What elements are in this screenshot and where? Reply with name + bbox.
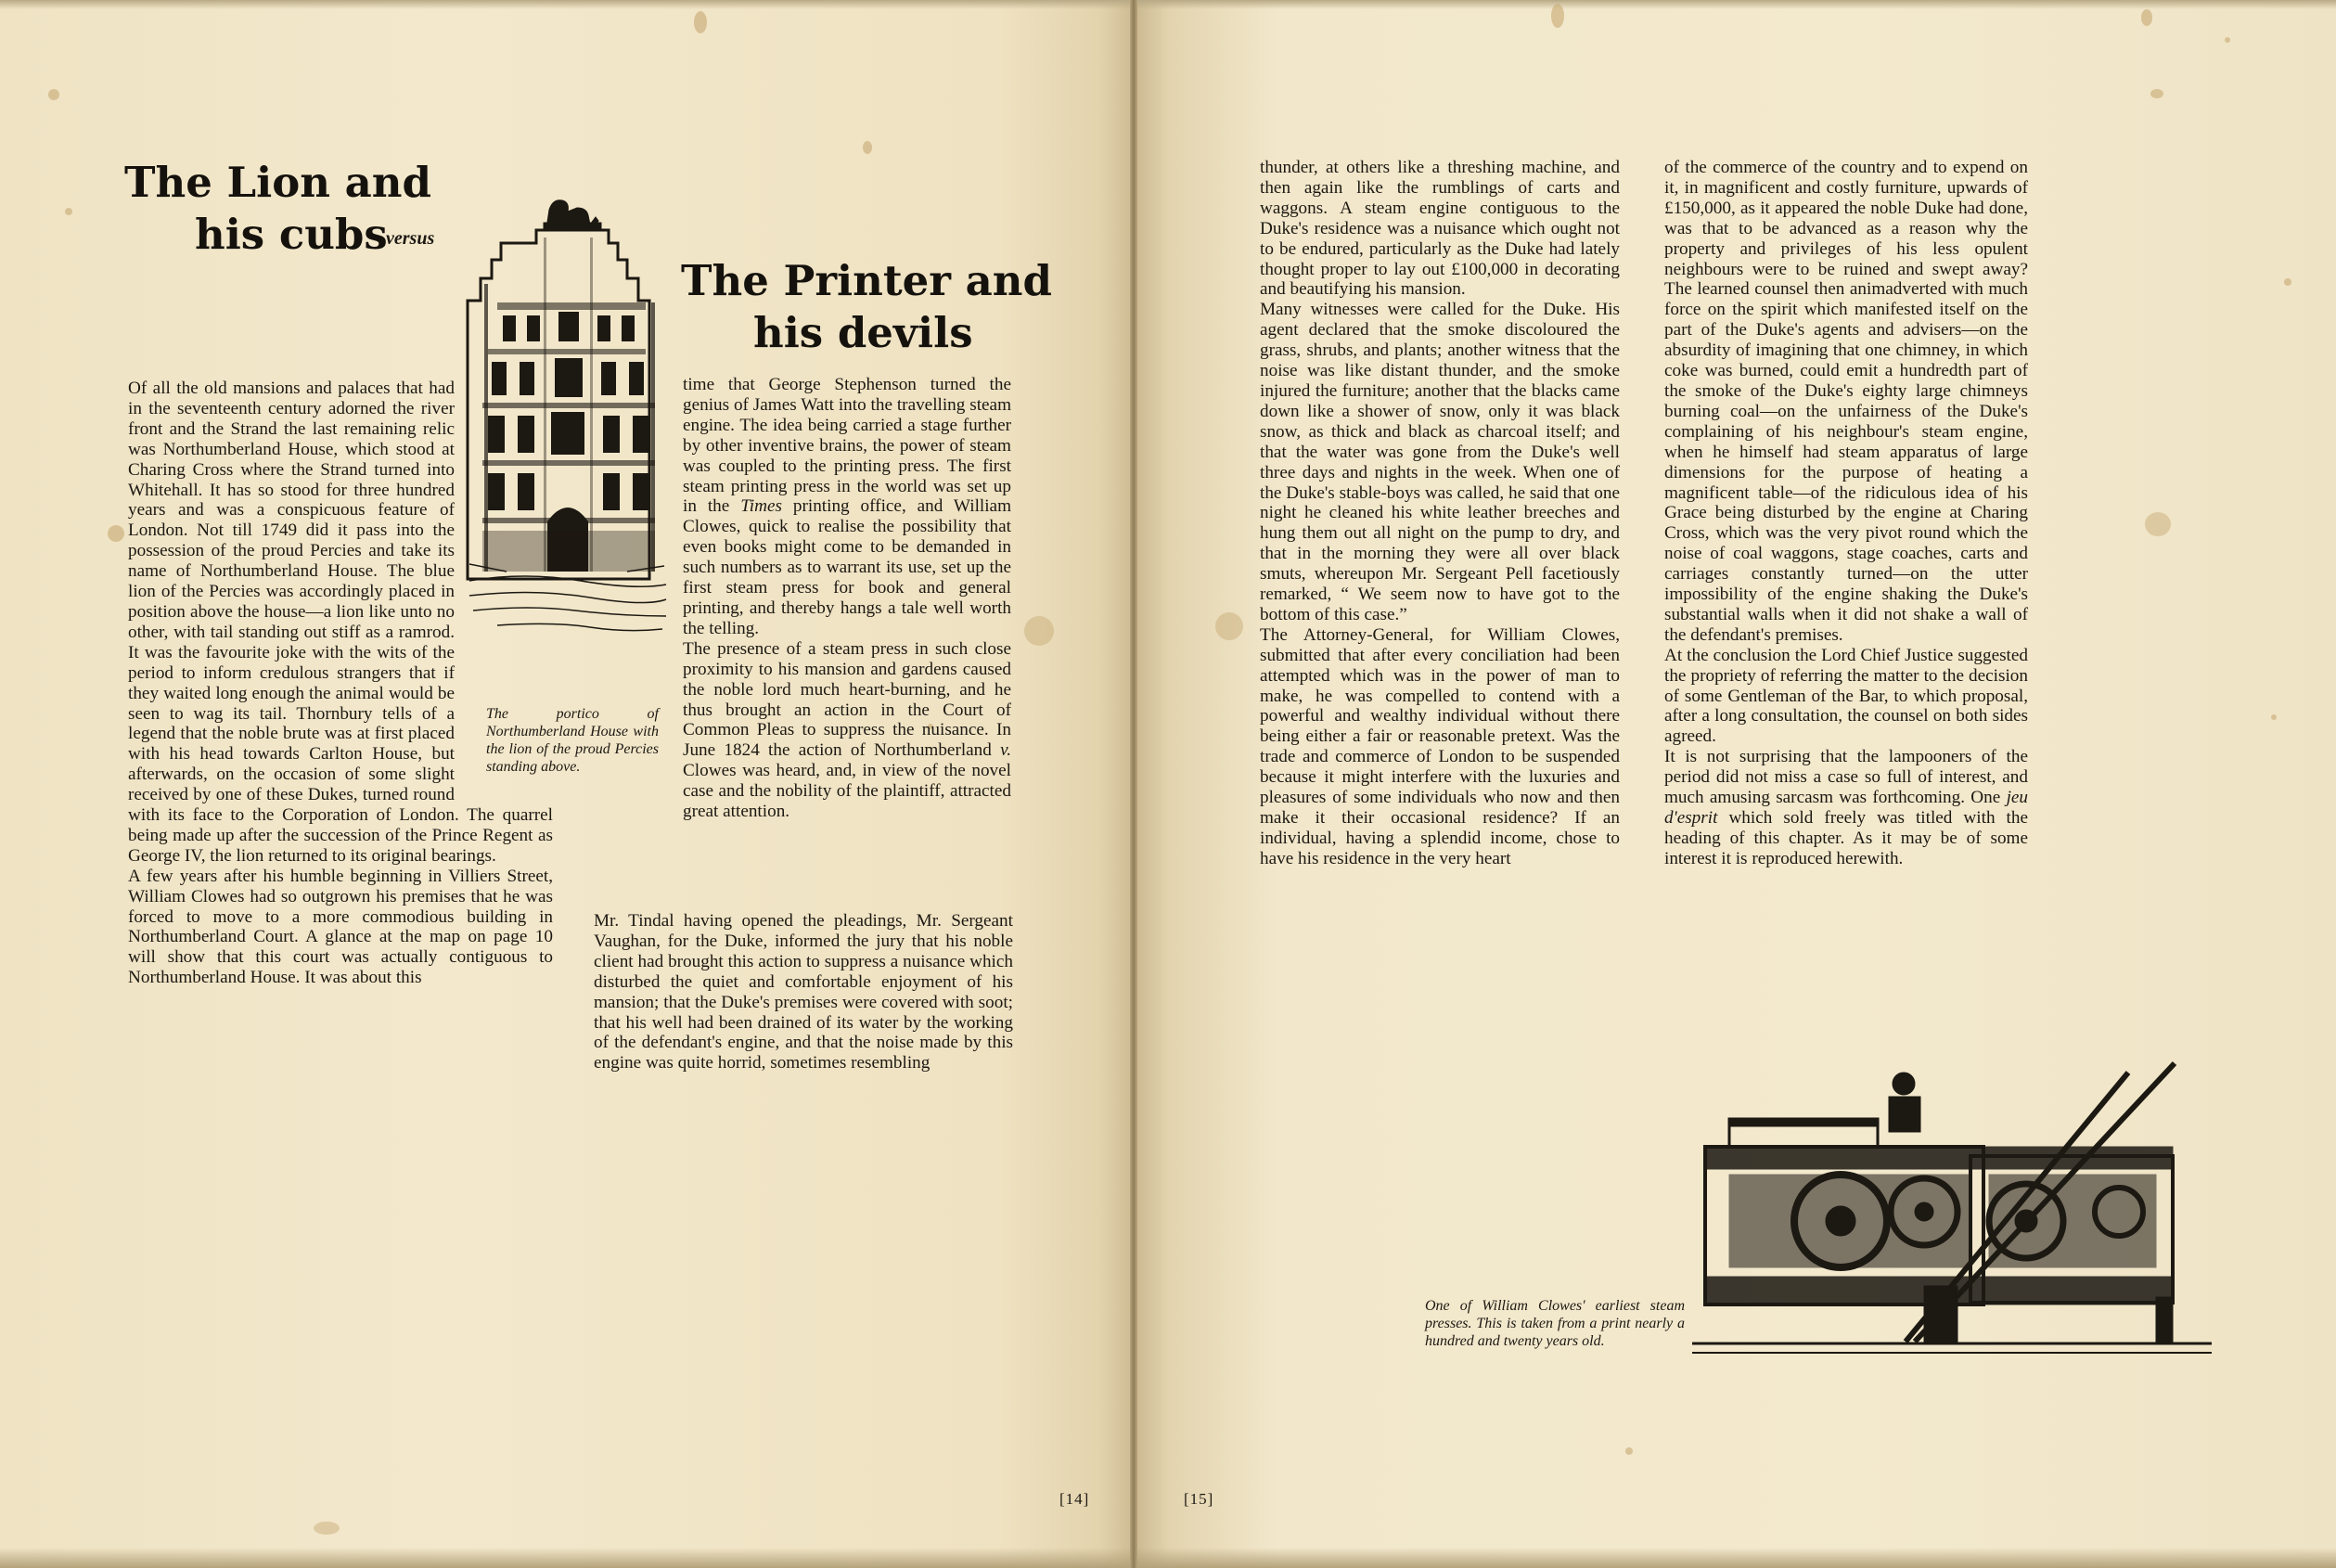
steam-press-illustration bbox=[1692, 1063, 2212, 1360]
gutter bbox=[1130, 0, 1137, 1568]
left-col2-text2: printing office, and William Clowes, quick to realise the possibility that even books might come to be demanded in such numbers as to warrant its use, set up the first steam press for book and general printing, and thereby hangs a tale well worth the telling. bbox=[683, 496, 1012, 638]
left-column-2-bottom bbox=[594, 789, 1013, 1104]
right-col1-para1: thunder, at others like a threshing machine, and then again like the rumblings of carts and waggons. A steam engine contiguous to the Duke's residence was a nuisance which ought not to be endured, particularly as the Duke had lately thought proper to lay out £100,000 in decorating and beautifying his mansion. bbox=[1260, 158, 1620, 300]
left-col1-para2: A few years after his humble beginning in Villiers Street, William Clowes had so outgrown his premises that he was forced to move to a more commodious building in Northumberland Court. A glance at the map on page 10 will show that this court was actually contiguous to Northumberland House. It was about this bbox=[128, 866, 553, 988]
left-col2-versus: v. bbox=[1000, 740, 1012, 761]
right-col2-text3: It is not surprising that the lampooners of the period did not miss a case so full of interest, and much amusing sarcasm was forthcoming. One bbox=[1664, 747, 2028, 808]
left-column-2-top bbox=[683, 375, 1012, 822]
title-versus: versus bbox=[386, 228, 435, 249]
folio-right: [15] bbox=[1184, 1490, 1214, 1508]
left-page bbox=[0, 0, 1134, 1568]
left-col2-text1: time that George Stephenson turned the genius of James Watt into the travelling steam engine. The idea being carried a stage further by other inventive brains, the power of steam was coupled to the printing press. The first steam printing press in the world was set up in the bbox=[683, 375, 1011, 517]
title-printer-line1: The Printer and bbox=[681, 256, 1052, 305]
right-col1-para2: Many witnesses were called for the Duke. His agent declared that the smoke discoloured the grass, shrubs, and plants; another witness that the noise was like distant thunder, and the smoke injured the furniture; another that the blacks came down like a shower of snow, only it was black snow, as thick and black as charcoal itself; and that the water was gone from the Duke's well three days and nights in the week. When one of the Duke's stable-boys was called, he said that one night he cleaned his white leather breeches and hung them out all night on the pump to dry, and that in the morning they were all over black smuts, whereupon Mr. Sergeant Pell facetiously remarked, “ We seem now to have got to the bottom of this case.” bbox=[1260, 300, 1620, 624]
title-printer-line2: his devils bbox=[753, 308, 973, 357]
left-column-1-top bbox=[128, 379, 553, 988]
right-column-1 bbox=[1260, 158, 1620, 1015]
folio-left: [14] bbox=[1059, 1490, 1090, 1508]
right-col2-jeu: jeu d'esprit bbox=[1664, 788, 2029, 828]
left-col2-times: Times bbox=[740, 496, 782, 517]
title-lion-line1: The Lion and bbox=[124, 158, 431, 207]
right-col2-text4: which sold freely was titled with the heading of this chapter. As it may be of some interest it is reproduced herewith. bbox=[1664, 808, 2028, 868]
right-column-2 bbox=[1664, 158, 2028, 1015]
right-col2-para1: of the commerce of the country and to expend on it, in magnificent and costly furniture, upwards of £150,000, as it appeared the noble Duke had done, was that to be advanced as a reason why the property and privileges of his less opulent neighbours were to be ruined and swept away? The learned counsel then animadverted with much force on the spirit which manifested itself on the part of the Duke's agents and advisers—on the absurdity of imagining that one chimney, in which coke was burned, could emit a hundredth part of the smoke of the Duke's eighty large chimneys burning coal—on the unfairness of the Duke's complaining of his neighbour's steam engine, when he himself had steam apparatus of large dimensions for the purpose of heating a magnificent table—of the ridiculous idea of his Grace being disturbed by the engine at Charing Cross, which was the very pivot round which the noise of coal waggons, stage coaches, carts and carriages constantly turned—on the utter impossibility of the engine shaking the Duke's substantial walls when it did not shake a wall of the defendant's premises. bbox=[1664, 158, 2028, 645]
left-col2-text4: Clowes was heard, and, in view of the novel case and the nobility of the plaintiff, attracted great attention. bbox=[683, 761, 1011, 822]
right-col1-para3: The Attorney-General, for William Clowes, submitted that after every conciliation had been attempted which was in the power of man to make, he was compelled to contend with a powerful and wealthy individual without there being either a fair or reasonable pretext. Was the trade and commerce of London to be suspended because it might interfere with the luxuries and pleasures of some individuals who now and then make it their occasional residence? If an individual, having a splendid income, chose to have his residence in the very heart bbox=[1260, 624, 1620, 868]
right-page bbox=[1134, 0, 2336, 1568]
left-col2-para-last: Mr. Tindal having opened the pleadings, Mr. Sergeant Vaughan, for the Duke, informed the jury that his noble client had brought this action to suppress a nuisance which disturbed the quiet and comfortable enjoyment of his mansion; that the Duke's premises were covered with soot; that his well had been drained of its water by the working of the defendant's engine, and that the noise made by this engine was quite horrid, sometimes resembling bbox=[594, 911, 1013, 1073]
right-col2-para2: At the conclusion the Lord Chief Justice suggested the propriety of referring the matter to the decision of some Gentleman of the Bar, to which proposal, after a long consultation, the counsel on both sides agreed. bbox=[1664, 645, 2028, 747]
press-caption: One of William Clowes' earliest steam presses. This is taken from a print nearly a hundred and twenty years old. bbox=[1425, 1298, 1685, 1349]
title-lion-line2: his cubs bbox=[195, 210, 388, 259]
portico-caption: The portico of Northumberland House with the lion of the proud Percies standing above. bbox=[486, 706, 659, 775]
left-col1-para1: Of all the old mansions and palaces that had in the seventeenth century adorned the river front and the Strand the last remaining relic was Northumberland House, which stood at Charing Cross where the Strand turned into Whitehall. It has so stood for three hundred years and was a conspicuous feature of London. Not till 1749 did it pass into the possession of the proud Percies and take its name of Northumberland House. The blue lion of the Percies was accordingly placed in position above the house—a lion like unto no other, with tail standing out stiff as a ramrod. It was the favourite joke with the wits of the period to inform credulous strangers that if they waited long enough the animal would be seen to wag its tail. Thornbury tells of a legend that the noble brute was at first placed with his head towards Carlton House, but afterwards, on the occasion of some slight received by one of these Dukes, turned round with its face to the Corporation of London. The quarrel being made up after the succession of the Prince Regent as George IV, the lion returned to its original bearings. bbox=[128, 379, 553, 866]
left-col2-text3: The presence of a steam press in such close proximity to his mansion and gardens caused the noble lord much heart-burning, and he thus brought an action in the Court of Common Pleas to suppress the nuisance. In June 1824 the action of Northumberland bbox=[683, 638, 1011, 761]
